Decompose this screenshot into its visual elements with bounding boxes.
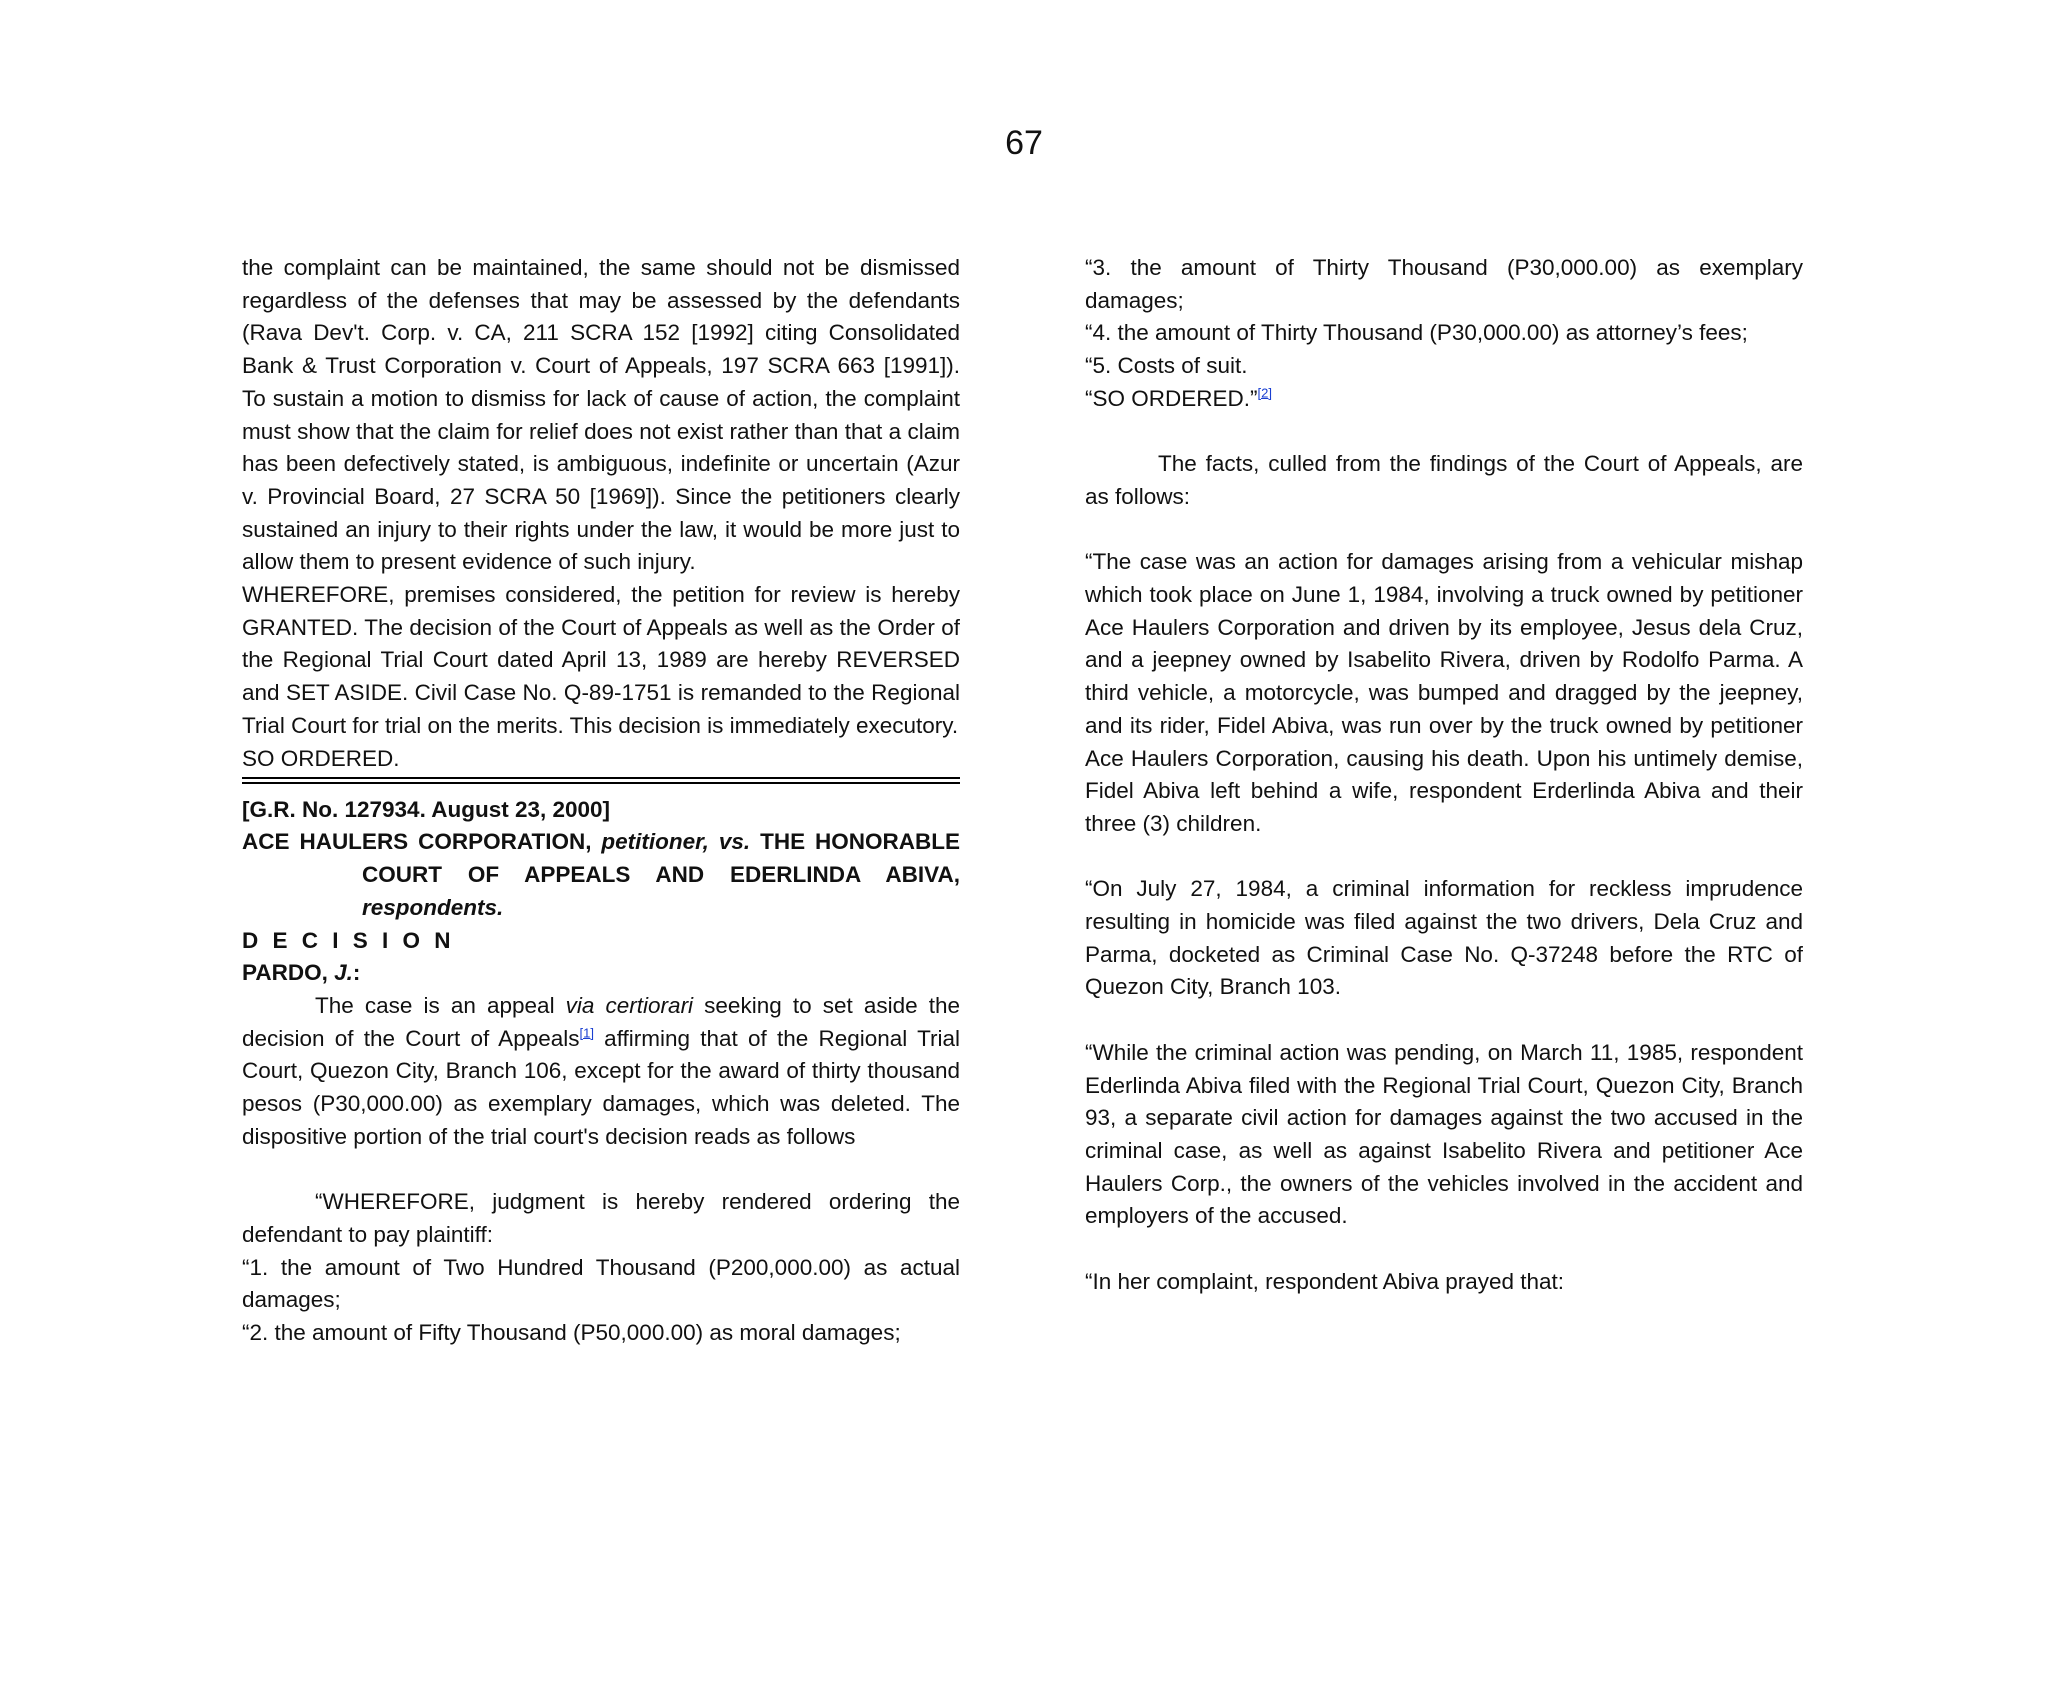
text-run: affirming that of the Regional Trial Court, Quezon City, Branch 106, except for the award of thirty thousand pesos (P30,000.00) as exemplary damages, which was deleted. The dispositive portion of the trial court's decision reads as follows xyxy=(242,1025,960,1149)
paragraph: “The case was an action for damages arising from a vehicular mishap which took place on June 1, 1984, involving a truck owned by petitioner Ace Haulers Corporation and driven by its employee, Jesus dela Cruz, and a jeepney owned by Isabelito Rivera, driven by Rodolfo Parma. A third vehicle, a motorcycle, was bumped and dragged by the jeepney, and its rider, Fidel Abiva, was run over by the truck owned by petitioner Ace Haulers Corporation, causing his death. Upon his untimely demise, Fidel Abiva left behind a wife, respondent Erderlinda Abiva and their three (3) children. xyxy=(1085,549,1803,836)
case-title-petitioner: ACE HAULERS CORPORATION, xyxy=(242,829,602,855)
footnote-link-2[interactable]: [2] xyxy=(1257,385,1272,401)
ponente-name: PARDO, xyxy=(242,960,335,986)
paragraph: WHEREFORE, premises considered, the petition for review is hereby GRANTED. The decision of the Court of Appeals as well as the Order of the Regional Trial Court dated April 13, 1989 are hereby REVERSED and SET ASIDE. Civil Case No. Q-89-1751 is remanded to the Regional Trial Court for trial on the merits. This decision is immediately executory. xyxy=(242,582,960,738)
right-column xyxy=(1085,252,1803,1298)
page-number: 67 xyxy=(1005,124,1043,162)
left-column xyxy=(242,252,960,1350)
paragraph: “WHEREFORE, judgment is hereby rendered ordering the defendant to pay plaintiff: xyxy=(242,1189,960,1247)
paragraph: “3. the amount of Thirty Thousand (P30,000.00) as exemplary damages; xyxy=(1085,255,1803,313)
paragraph: “2. the amount of Fifty Thousand (P50,000.00) as moral damages; xyxy=(242,1319,901,1345)
decision-heading: D E C I S I O N xyxy=(242,927,455,953)
case-title-respondents-role: respondents. xyxy=(362,894,504,920)
paragraph: “1. the amount of Two Hundred Thousand (P200,000.00) as actual damages; xyxy=(242,1254,960,1313)
text-run: “SO ORDERED.” xyxy=(1085,385,1258,411)
paragraph: the complaint can be maintained, the same should not be dismissed regardless of the defenses that may be assessed by the defendants (Rava Dev't. Corp. v. CA, 211 SCRA 152 [1992] citing Consolidated Bank & Trust Corporation v. Court of Appeals, 197 SCRA 663 [1991]). To sustain a motion to dismiss for lack of cause of action, the complaint must show that the claim for relief does not exist rather than that a claim has been defectively stated, is ambiguous, indefinite or uncertain (Azur v. Provincial Board, 27 SCRA 50 [1969]). Since the petitioners clearly sustained an injury to their rights under the law, it would be more just to allow them to present evidence of such injury. xyxy=(242,255,960,575)
ponente-colon: : xyxy=(352,960,361,986)
case-title-petitioner-role: petitioner, xyxy=(601,829,709,855)
paragraph: “On July 27, 1984, a criminal information for reckless imprudence resulting in homicide was filed against the two drivers, Dela Cruz and Parma, docketed as Criminal Case No. Q-37248 before the RTC of Quezon City, Branch 103. xyxy=(1085,876,1803,1000)
paragraph: SO ORDERED. xyxy=(242,745,400,771)
gr-number: [G.R. No. 127934. August 23, 2000] xyxy=(242,796,611,822)
case-title-respondents: THE HONORABLE COURT OF APPEALS AND EDERLINDA ABIVA, xyxy=(362,829,960,888)
paragraph: “In her complaint, respondent Abiva prayed that: xyxy=(1085,1268,1565,1294)
paragraph: The facts, culled from the findings of the Court of Appeals, are as follows: xyxy=(1085,451,1803,509)
footnote-link-1[interactable]: [1] xyxy=(579,1025,594,1041)
paragraph xyxy=(242,990,960,1154)
text-run: seeking to set aside the decision of the Court of Appeals xyxy=(242,992,960,1051)
ponente xyxy=(242,957,960,990)
text-run: The case is an appeal xyxy=(315,992,566,1018)
paragraph: “While the criminal action was pending, on March 11, 1985, respondent Ederlinda Abiva filed with the Regional Trial Court, Quezon City, Branch 93, a separate civil action for damages against the two accused in the criminal case, as well as against Isabelito Rivera and petitioner Ace Haulers Corp., the owners of the vehicles involved in the accident and employers of the accused. xyxy=(1085,1039,1803,1229)
italic-text-run: via certiorari xyxy=(565,992,694,1018)
paragraph: “5. Costs of suit. xyxy=(1085,353,1248,379)
ponente-title: J. xyxy=(334,960,353,986)
double-rule-divider xyxy=(242,777,960,784)
paragraph: “4. the amount of Thirty Thousand (P30,000.00) as attorney’s fees; xyxy=(1085,320,1748,346)
case-title xyxy=(242,826,960,924)
case-title-versus: vs. xyxy=(708,829,761,855)
paragraph xyxy=(1085,383,1803,416)
